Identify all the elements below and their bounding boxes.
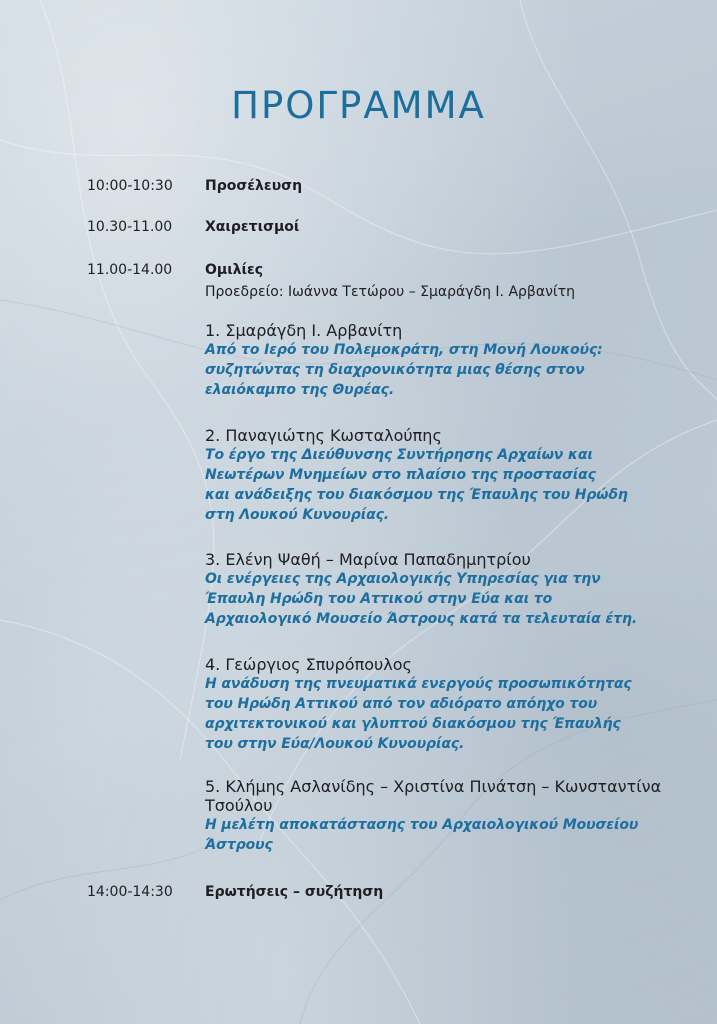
talk-title-line: και ανάδειξης του διακόσμου της Έπαυλης του Ηρώδη <box>205 487 628 503</box>
talk-title-line: Νεωτέρων Μνημείων στο πλαίσιο της προστασίας <box>205 467 596 483</box>
talk-title-line: συζητώντας τη διαχρονικότητα μιας θέσης στον <box>205 362 585 378</box>
talk-title-line: του στην Εύα/Λουκού Κυνουρίας. <box>205 736 465 752</box>
talk-speaker-line: 5. Κλήμης Ασλανίδης – Χριστίνα Πινάτση – Κωνσταντίνα <box>205 777 662 796</box>
talk-title-line: Το έργο της Διεύθυνσης Συντήρησης Αρχαίων και <box>205 447 593 463</box>
schedule-time-talks: 11.00-14.00 <box>87 262 173 278</box>
talk-2 <box>205 426 645 525</box>
talk-title-line: Έπαυλη Ηρώδη του Αττικού στην Εύα και το <box>205 591 553 607</box>
schedule-time-arrival: 10:00-10:30 <box>87 178 173 194</box>
talk-title-line: στη Λουκού Κυνουρίας. <box>205 507 390 523</box>
talk-title-line: Άστρους <box>205 837 273 853</box>
talk-title-line: Αρχαιολογικό Μουσείο Άστρους κατά τα τελευταία έτη. <box>205 611 638 627</box>
schedule-label-greetings: Χαιρετισμοί <box>205 219 300 235</box>
session-chairs: Προεδρείο: Ιωάννα Τετώρου – Σμαράγδη Ι. Αρβανίτη <box>205 284 575 300</box>
schedule-label-talks: Ομιλίες <box>205 262 264 278</box>
schedule-label-discussion: Ερωτήσεις – συζήτηση <box>205 884 384 900</box>
talk-speaker: 1. Σμαράγδη Ι. Αρβανίτη <box>205 321 403 340</box>
talk-3 <box>205 550 645 629</box>
talk-title-line: Από το Ιερό του Πολεμοκράτη, στη Μονή Λουκούς: <box>205 342 603 358</box>
talk-title-line: Η ανάδυση της πνευματικά ενεργούς προσωπικότητας <box>205 676 632 692</box>
schedule-time-greetings: 10.30-11.00 <box>87 219 173 235</box>
talk-title-line: του Ηρώδη Αττικού από τον αδιόρατο απόηχο του <box>205 696 598 712</box>
talk-title-line: αρχιτεκτονικού και γλυπτού διακόσμου της Έπαυλής <box>205 716 621 732</box>
talk-speaker: 3. Ελένη Ψαθή – Μαρίνα Παπαδημητρίου <box>205 550 531 569</box>
talk-title-line: Οι ενέργειες της Αρχαιολογικής Υπηρεσίας για την <box>205 571 601 587</box>
schedule-label-arrival: Προσέλευση <box>205 178 303 194</box>
page-title: ΠΡΟΓΡΑΜΜΑ <box>231 84 486 127</box>
talk-speaker: 2. Παναγιώτης Κωσταλούπης <box>205 426 442 445</box>
schedule-time-discussion: 14:00-14:30 <box>87 884 173 900</box>
talk-title-line: Η μελέτη αποκατάστασης του Αρχαιολογικού Μουσείου <box>205 817 639 833</box>
talk-speaker-line: Τσούλου <box>205 796 273 815</box>
talk-title-line: ελαιόκαμπο της Θυρέας. <box>205 382 395 398</box>
talk-speaker: 4. Γεώργιος Σπυρόπουλος <box>205 655 412 674</box>
talk-1 <box>205 321 645 400</box>
talk-4 <box>205 655 645 754</box>
talk-5 <box>205 777 662 855</box>
